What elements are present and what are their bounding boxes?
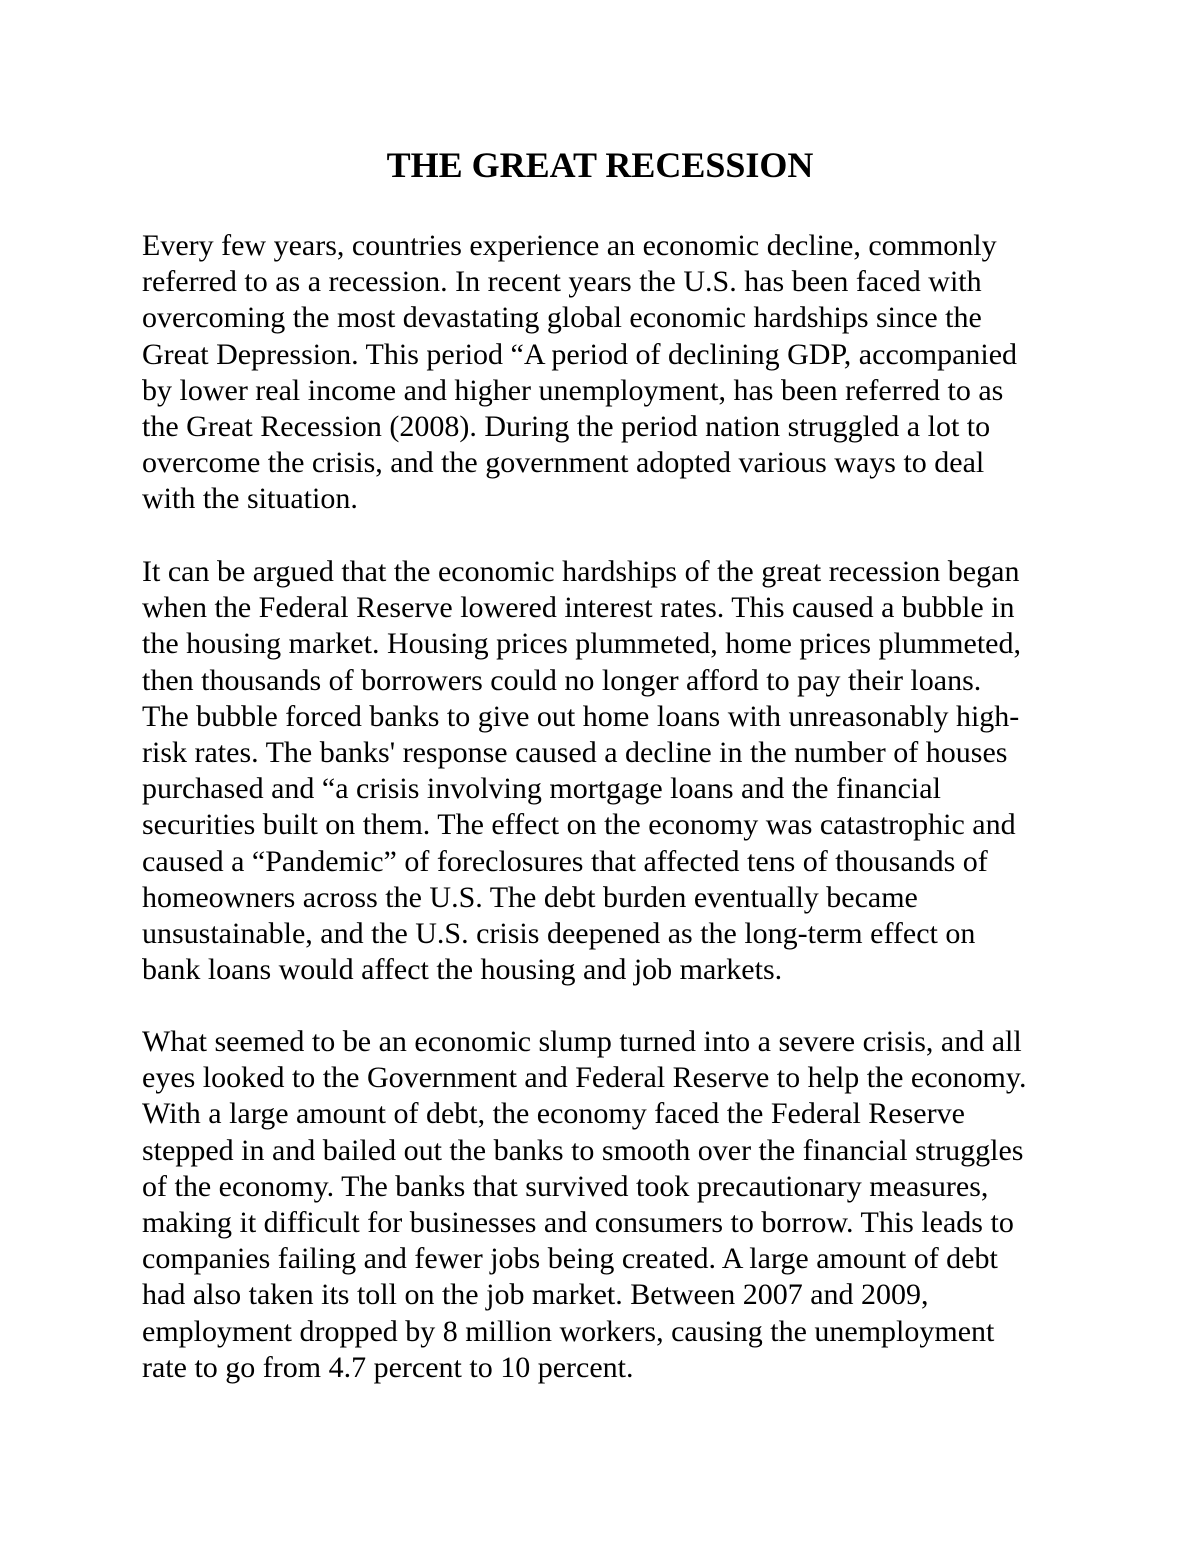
paragraph-line: rate to go from 4.7 percent to 10 percent. bbox=[142, 1350, 634, 1384]
paragraph-2 bbox=[142, 554, 1072, 988]
paragraph-line: of the economy. The banks that survived took precautionary measures, bbox=[142, 1169, 989, 1203]
document-title: THE GREAT RECESSION bbox=[386, 145, 814, 185]
paragraph-line: homeowners across the U.S. The debt burden eventually became bbox=[142, 880, 918, 914]
paragraph-line: eyes looked to the Government and Federal Reserve to help the economy. bbox=[142, 1061, 1027, 1095]
paragraph-line: bank loans would affect the housing and job markets. bbox=[142, 953, 783, 987]
paragraph-line: purchased and “a crisis involving mortgage loans and the financial bbox=[142, 772, 941, 806]
paragraph-line: the Great Recession (2008). During the period nation struggled a lot to bbox=[142, 410, 991, 444]
paragraph-line: It can be argued that the economic hardships of the great recession began bbox=[142, 555, 1020, 588]
paragraph-line: unsustainable, and the U.S. crisis deepened as the long-term effect on bbox=[142, 917, 976, 951]
paragraph-line: companies failing and fewer jobs being created. A large amount of debt bbox=[142, 1242, 998, 1276]
paragraph-line: securities built on them. The effect on the economy was catastrophic and bbox=[142, 808, 1016, 842]
paragraph-line: then thousands of borrowers could no longer afford to pay their loans. bbox=[142, 663, 982, 697]
paragraph-line: with the situation. bbox=[142, 482, 358, 516]
paragraph-line: the housing market. Housing prices plummeted, home prices plummeted, bbox=[142, 627, 1021, 661]
paragraph-line: making it difficult for businesses and consumers to borrow. This leads to bbox=[142, 1206, 1014, 1240]
paragraph-line: overcome the crisis, and the government adopted various ways to deal bbox=[142, 446, 985, 480]
paragraph-line: employment dropped by 8 million workers, causing the unemployment bbox=[142, 1314, 995, 1348]
paragraph-line: With a large amount of debt, the economy faced the Federal Reserve bbox=[142, 1097, 965, 1131]
paragraph-1 bbox=[142, 228, 1072, 518]
paragraph-line: when the Federal Reserve lowered interest rates. This caused a bubble in bbox=[142, 591, 1015, 625]
paragraph-3 bbox=[142, 1024, 1072, 1386]
paragraph-line: had also taken its toll on the job market. Between 2007 and 2009, bbox=[142, 1278, 929, 1312]
paragraph-line: What seemed to be an economic slump turned into a severe crisis, and all bbox=[142, 1025, 1022, 1058]
paragraph-line: overcoming the most devastating global economic hardships since the bbox=[142, 301, 982, 335]
paragraph-line: Great Depression. This period “A period of declining GDP, accompanied bbox=[142, 337, 1018, 371]
paragraph-line: referred to as a recession. In recent years the U.S. has been faced with bbox=[142, 265, 982, 299]
paragraph-line: Every few years, countries experience an economic decline, commonly bbox=[142, 229, 997, 262]
paragraph-line: The bubble forced banks to give out home loans with unreasonably high- bbox=[142, 699, 1020, 733]
paragraph-line: caused a “Pandemic” of foreclosures that affected tens of thousands of bbox=[142, 844, 988, 878]
paragraph-line: by lower real income and higher unemployment, has been referred to as bbox=[142, 373, 1004, 407]
paragraph-line: stepped in and bailed out the banks to smooth over the financial struggles bbox=[142, 1133, 1024, 1167]
paragraph-line: risk rates. The banks' response caused a decline in the number of houses bbox=[142, 736, 1008, 770]
